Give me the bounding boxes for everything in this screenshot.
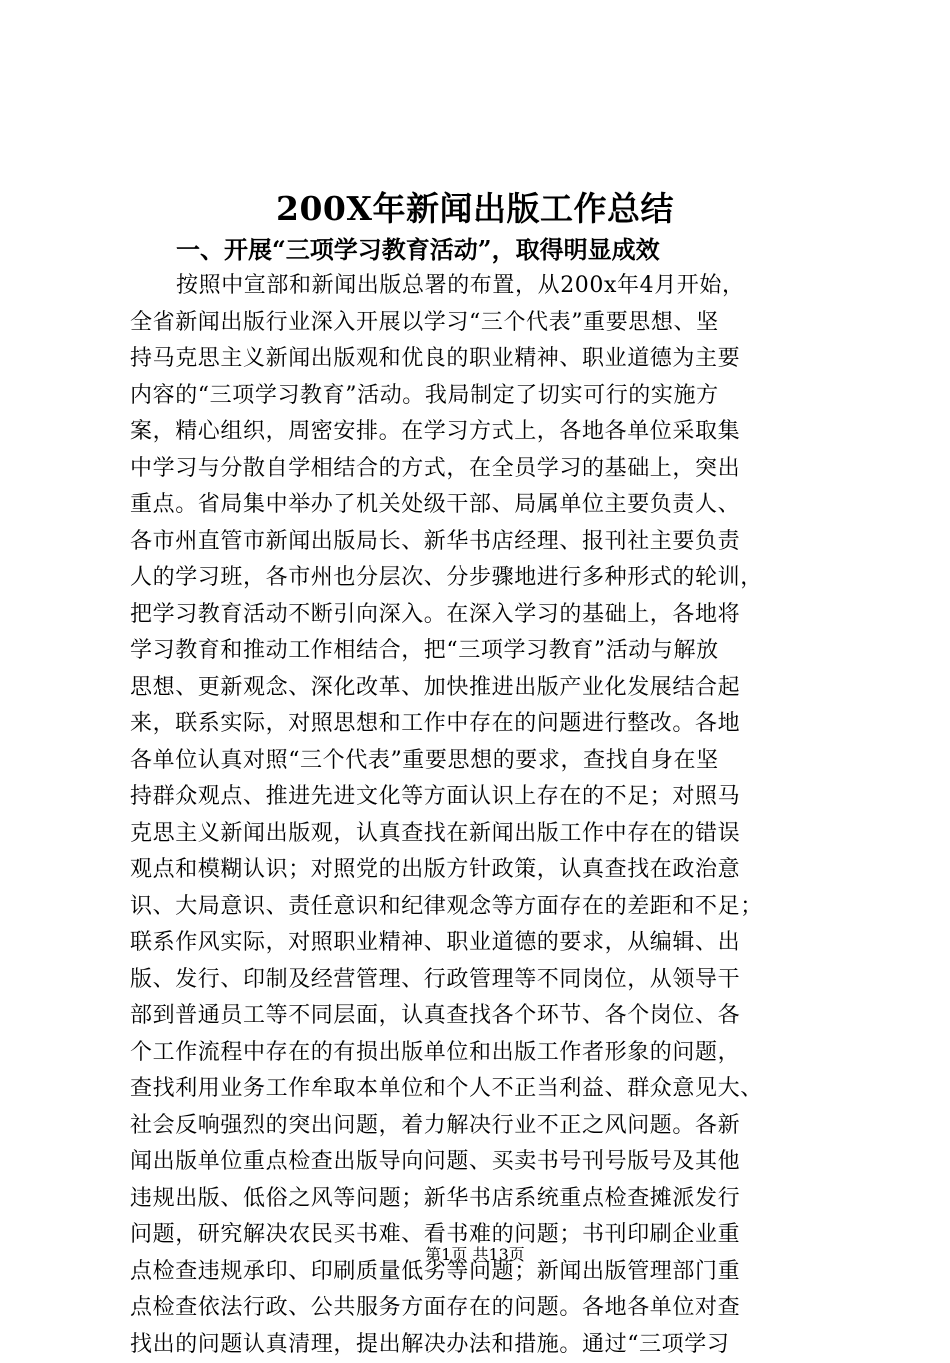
body-line: 持马克思主义新闻出版观和优良的职业精神、职业道德为主要 (130, 341, 840, 378)
body-line: 闻出版单位重点检查出版导向问题、买卖书号刊号版号及其他 (130, 1144, 840, 1181)
body-line: 点检查依法行政、公共服务方面存在的问题。各地各单位对查 (130, 1290, 840, 1327)
body-line: 问题，研究解决农民买书难、看书难的问题；书刊印刷企业重 (130, 1217, 840, 1254)
body-line: 来，联系实际，对照思想和工作中存在的问题进行整改。各地 (130, 706, 840, 743)
body-line: 内容的“三项学习教育”活动。我局制定了切实可行的实施方 (130, 378, 840, 415)
body-line: 持群众观点、推进先进文化等方面认识上存在的不足；对照马 (130, 779, 840, 816)
body-line: 找出的问题认真清理，提出解决办法和措施。通过“三项学习 (130, 1327, 840, 1363)
body-line: 点检查违规承印、印刷质量低劣等问题；新闻出版管理部门重 (130, 1254, 840, 1291)
body-line: 查找利用业务工作牟取本单位和个人不正当利益、群众意见大、 (130, 1071, 840, 1108)
document-title: 200X年新闻出版工作总结 (0, 186, 950, 232)
body-line: 版、发行、印制及经营管理、行政管理等不同岗位，从领导干 (130, 962, 840, 999)
body-line: 各单位认真对照“三个代表”重要思想的要求，查找自身在坚 (130, 743, 840, 780)
body-line: 各市州直管市新闻出版局长、新华书店经理、报刊社主要负责 (130, 524, 840, 561)
body-line: 人的学习班，各市州也分层次、分步骤地进行多种形式的轮训， (130, 560, 840, 597)
body-line: 克思主义新闻出版观，认真查找在新闻出版工作中存在的错误 (130, 816, 840, 853)
body-line: 联系作风实际，对照职业精神、职业道德的要求，从编辑、出 (130, 925, 840, 962)
body-line: 社会反响强烈的突出问题，着力解决行业不正之风问题。各新 (130, 1108, 840, 1145)
body-line: 观点和模糊认识；对照党的出版方针政策，认真查找在政治意 (130, 852, 840, 889)
body-line: 案，精心组织，周密安排。在学习方式上，各地各单位采取集 (130, 414, 840, 451)
page-footer: 第1页 共13页 (0, 1243, 950, 1267)
body-line: 重点。省局集中举办了机关处级干部、局属单位主要负责人、 (130, 487, 840, 524)
body-line: 全省新闻出版行业深入开展以学习“三个代表”重要思想、坚 (130, 305, 840, 342)
body-line: 个工作流程中存在的有损出版单位和出版工作者形象的问题， (130, 1035, 840, 1072)
body-line: 学习教育和推动工作相结合，把“三项学习教育”活动与解放 (130, 633, 840, 670)
body-line: 部到普通员工等不同层面，认真查找各个环节、各个岗位、各 (130, 998, 840, 1035)
body-line: 中学习与分散自学相结合的方式，在全员学习的基础上，突出 (130, 451, 840, 488)
section-heading: 一、开展“三项学习教育活动”，取得明显成效 (176, 232, 660, 268)
body-line: 识、大局意识、责任意识和纪律观念等方面存在的差距和不足； (130, 889, 840, 926)
body-paragraph (130, 232, 840, 1363)
body-line: 违规出版、低俗之风等问题；新华书店系统重点检查摊派发行 (130, 1181, 840, 1218)
body-line: 按照中宣部和新闻出版总署的布置，从200x年4月开始， (130, 268, 840, 305)
body-line: 思想、更新观念、深化改革、加快推进出版产业化发展结合起 (130, 670, 840, 707)
body-line: 把学习教育活动不断引向深入。在深入学习的基础上，各地将 (130, 597, 840, 634)
